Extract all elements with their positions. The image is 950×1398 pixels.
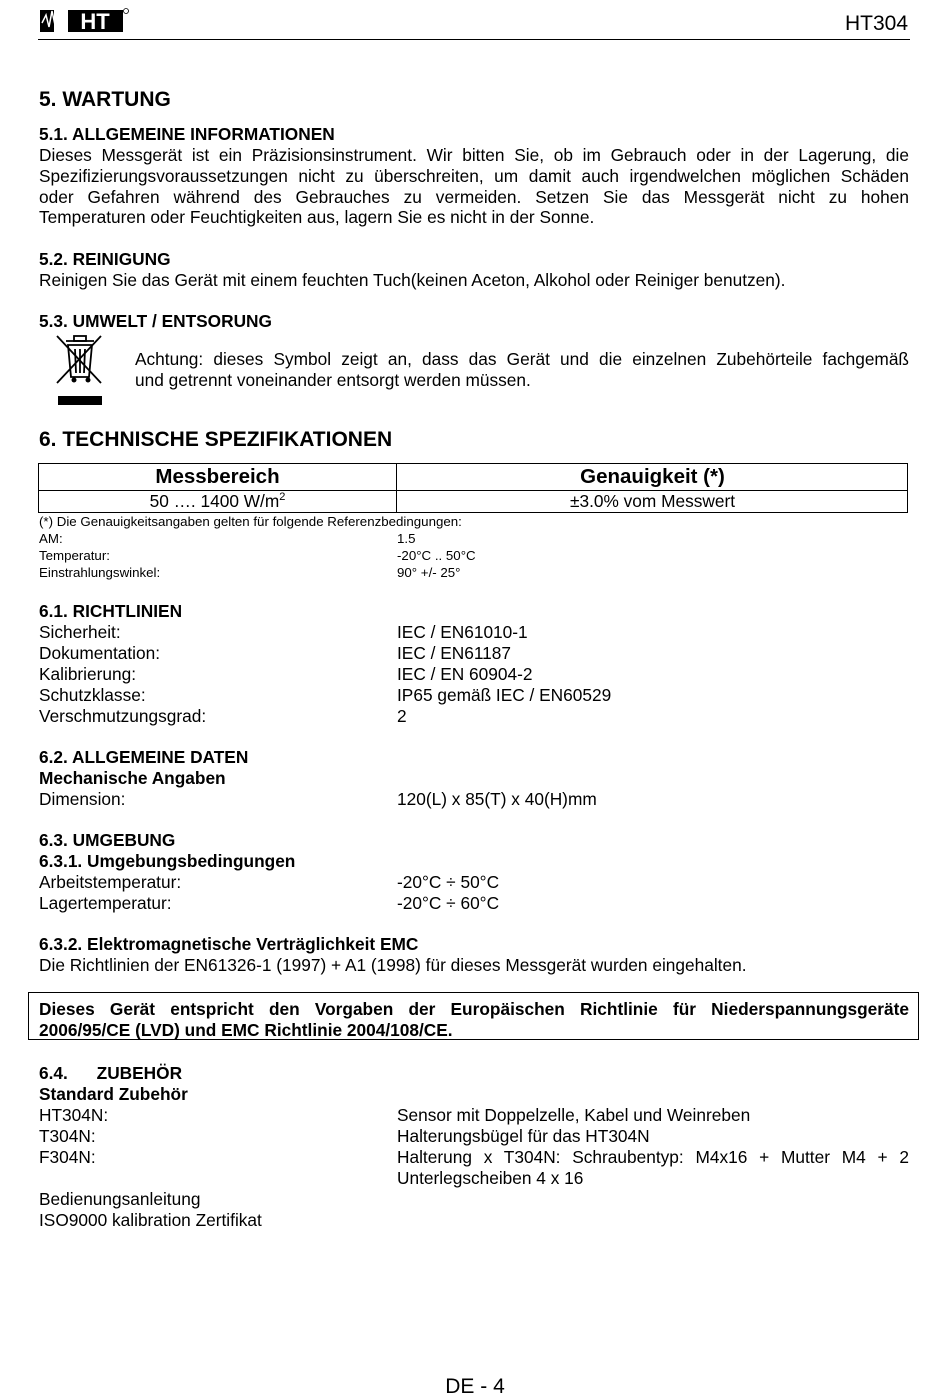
section-6-3-1-title: 6.3.1. Umgebungsbedingungen xyxy=(39,851,296,871)
conformity-notice xyxy=(28,992,919,1040)
table-header-range: Messbereich xyxy=(155,465,280,488)
reference-row: AM: 1.5 xyxy=(39,531,416,546)
directive-row: Sicherheit: IEC / EN61010-1 xyxy=(39,622,528,642)
page-number: DE - 4 xyxy=(445,1375,505,1398)
notice-line-2: 2006/95/CE (LVD) und EMC Richtlinie 2004/108/CE. xyxy=(39,1020,453,1040)
table-header-accuracy: Genauigkeit (*) xyxy=(580,465,725,488)
accessory-row: HT304N: Sensor mit Doppelzelle, Kabel und Weinreben xyxy=(39,1105,751,1125)
directive-row: Verschmutzungsgrad: 2 xyxy=(39,706,407,726)
general-data-row: Dimension: 120(L) x 85(T) x 40(H)mm xyxy=(39,789,597,809)
header-rule xyxy=(38,39,910,40)
section-5-2-text: Reinigen Sie das Gerät mit einem feuchten Tuch(keinen Aceton, Alkohol oder Reiniger benutzen). xyxy=(39,270,786,290)
section-6-4-subtitle: Standard Zubehör xyxy=(39,1084,188,1104)
environment-row: Lagertemperatur: -20°C ÷ 60°C xyxy=(39,893,500,913)
document-code: HT304 xyxy=(844,12,908,35)
section-5-title: 5. WARTUNG xyxy=(39,88,171,111)
reference-row: Einstrahlungswinkel: 90° +/- 25° xyxy=(39,565,461,580)
accessory-row: T304N: Halterungsbügel für das HT304N xyxy=(39,1126,650,1146)
section-5-3-text: Achtung: dieses Symbol zeigt an, dass das Gerät und die einzelnen Zubehörteile fachgemäß und getrennt voneinander entsorgt werden müssen. xyxy=(135,349,909,390)
notice-line-1: Dieses Gerät entspricht den Vorgaben der Europäischen Richtlinie für Niederspannungsgeräte xyxy=(39,999,909,1019)
directive-row: Kalibrierung: IEC / EN 60904-2 xyxy=(39,664,533,684)
accessory-row-continuation: Unterlegscheiben 4 x 16 xyxy=(397,1168,584,1188)
svg-text:HT: HT xyxy=(80,9,110,34)
ht-logo xyxy=(40,5,130,35)
section-5-3-title: 5.3. UMWELT / ENTSORUNG xyxy=(39,311,272,331)
emc-text: Die Richtlinien der EN61326-1 (1997) + A1 (1998) für dieses Messgerät wurden eingehalten. xyxy=(39,955,747,975)
environment-row: Arbeitstemperatur: -20°C ÷ 50°C xyxy=(39,872,500,892)
table-cell-accuracy: ±3.0% vom Messwert xyxy=(569,491,736,511)
reference-row: Temperatur: -20°C .. 50°C xyxy=(39,548,476,563)
specification-table xyxy=(38,463,908,513)
section-6-4-title: 6.4. ZUBEHÖR xyxy=(39,1063,183,1083)
section-6-1-title: 6.1. RICHTLINIEN xyxy=(39,601,183,621)
section-6-2-subtitle: Mechanische Angaben xyxy=(39,768,226,788)
reference-note: (*) Die Genauigkeitsangaben gelten für folgende Referenzbedingungen: xyxy=(39,514,462,529)
section-6-3-2-title: 6.3.2. Elektromagnetische Verträglichkeit EMC xyxy=(39,934,419,954)
directive-row: Dokumentation: IEC / EN61187 xyxy=(39,643,511,663)
weee-crossed-bin-icon xyxy=(54,333,104,409)
accessory-row: F304N: Halterung x T304N: Schraubentyp: M4x16 + Mutter M4 + 2 xyxy=(39,1147,909,1167)
section-5-2-title: 5.2. REINIGUNG xyxy=(39,249,171,269)
directive-row: Schutzklasse: IP65 gemäß IEC / EN60529 xyxy=(39,685,612,705)
accessory-certificate: ISO9000 kalibration Zertifikat xyxy=(39,1210,262,1230)
section-5-1-title: 5.1. ALLGEMEINE INFORMATIONEN xyxy=(39,124,335,144)
accessory-manual: Bedienungsanleitung xyxy=(39,1189,201,1209)
section-6-title: 6. TECHNISCHE SPEZIFIKATIONEN xyxy=(39,428,393,451)
section-5-1-paragraph: Dieses Messgerät ist ein Präzisionsinstrument. Wir bitten Sie, ob im Gebrauch oder in der Lagerung, die Spezifizierungsvoraussetzungen nicht zu überschreiten, um damit auch irgendwelchen möglichen Schäden oder Gefahren während des Gebrauches zu vermeiden. Setzen Sie das Messgerät nicht zu hohen Temperaturen oder Feuchtigkeiten aus, lagern Sie es nicht in der Sonne. xyxy=(39,145,909,228)
section-6-3-title: 6.3. UMGEBUNG xyxy=(39,830,176,850)
section-6-2-title: 6.2. ALLGEMEINE DATEN xyxy=(39,747,249,767)
table-cell-range: 50 …. 1400 $W/m^2$ xyxy=(149,491,286,511)
